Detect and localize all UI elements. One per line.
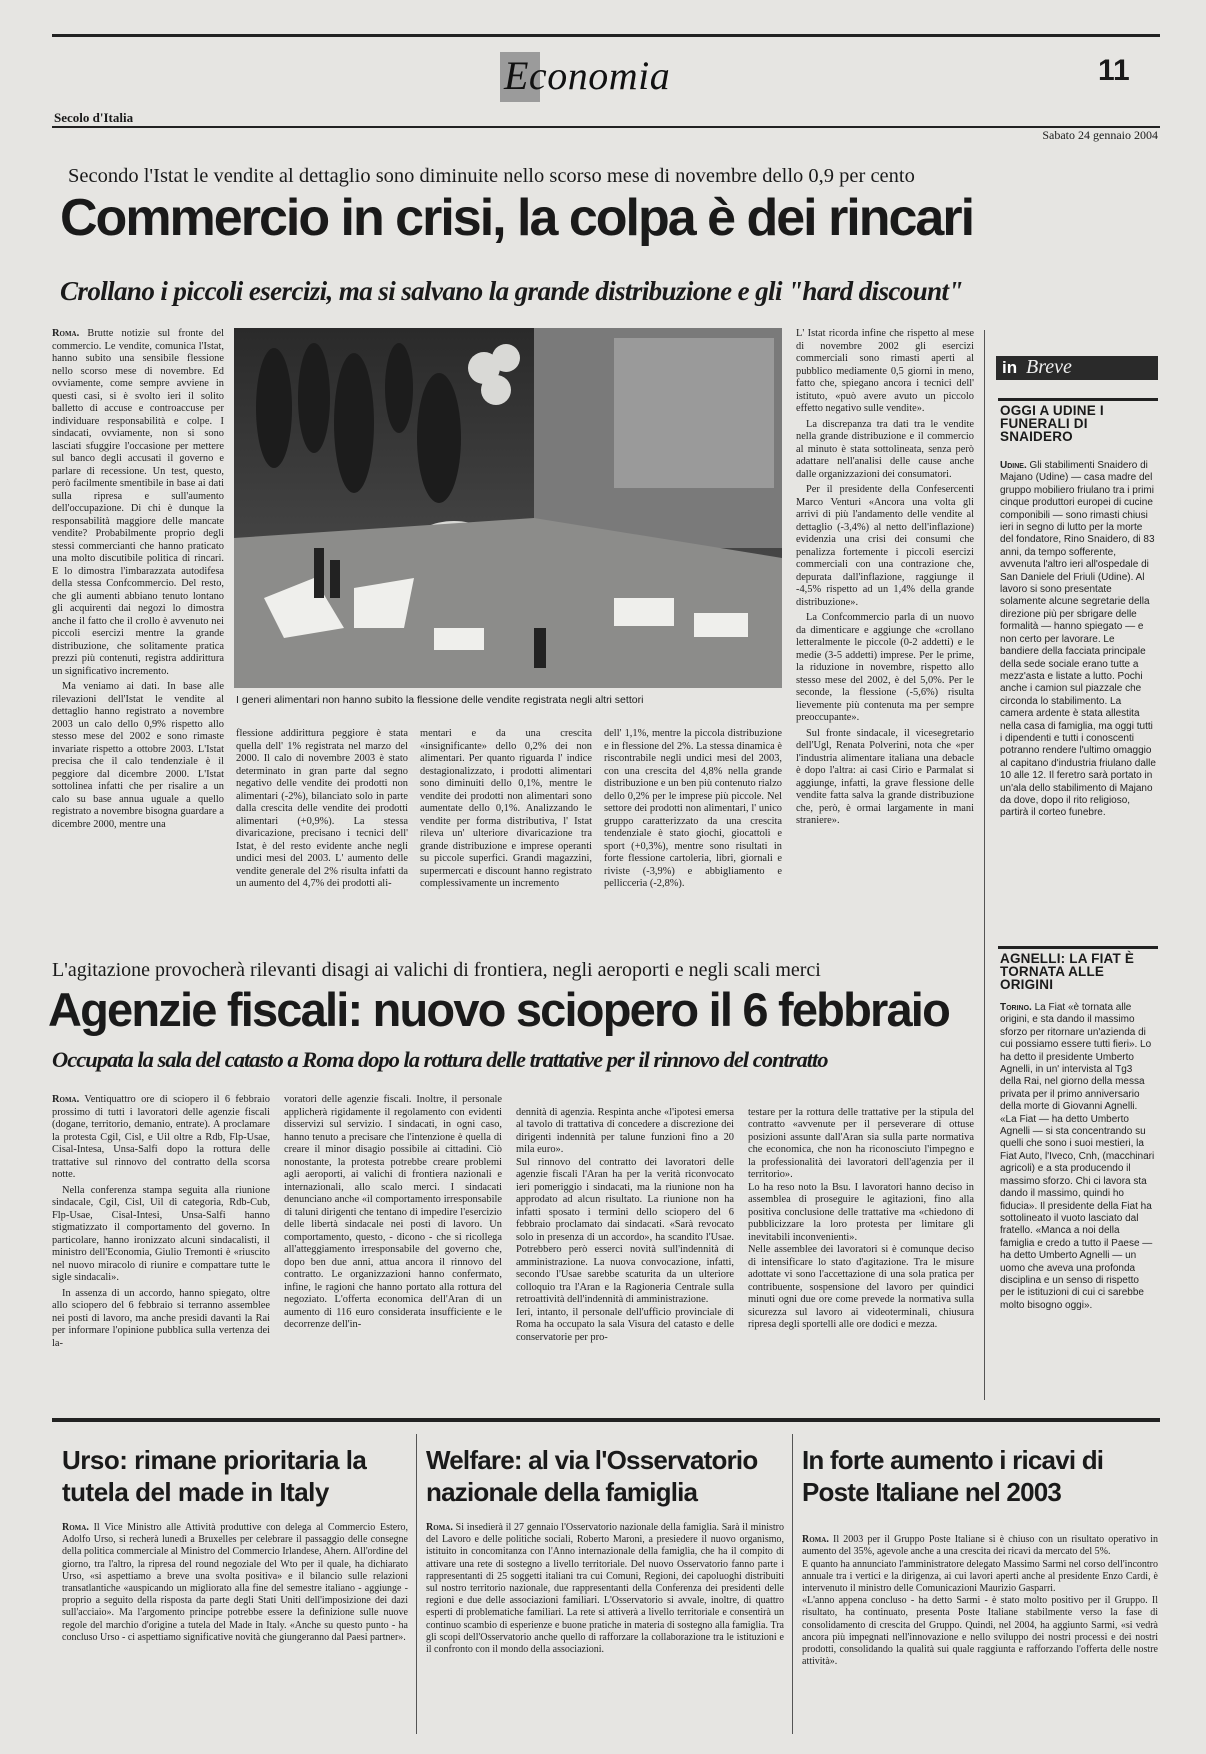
section-title: Economia — [504, 53, 671, 98]
bottom2-title: Welfare: al via l'Osservatorio nazionale della famiglia — [426, 1445, 758, 1507]
article1-column-5 — [796, 328, 974, 968]
bottom3-text: Il 2003 per il Gruppo Poste Italiane si è chiuso con un risultato operativo in aumento del 35%, agevole anche a una crescita dei ricavi da mercato del 5%. E quanto ha annunciato l'amministratore delegato Massimo Sarmi nel corso dell'incontro annuale tra i vertici e la dirigenza, ai cui lavori aperti anche al presidente Enzo Cardi, è intervenuto il ministro delle Comunicazioni Maurizio Gasparri. «L'anno appena concluso - ha detto Sarmi - è stato molto positivo per il Gruppo. Il risultato, ha continuato, presenta Poste Italiane stabilmente verso la fase di consolidamento di crescita del Gruppo. Quindi, nel 2004, ha aggiunto Sarmi, «si vedrà ancora più impegnati nell'innovazione e nello sviluppo dei nostri processi e dei nostri prodotti, consolidando la qualità sui quale raggiunta e rafforzando l'offerta delle nostre attività». — [802, 1534, 1158, 1668]
article1-column-1 — [52, 328, 224, 830]
article1-column-2 — [236, 728, 408, 968]
article1-photo — [234, 328, 782, 688]
bottom3-body — [802, 1522, 1158, 1736]
bottom-section-rule — [52, 1418, 1160, 1422]
masthead: Secolo d'Italia — [54, 110, 134, 125]
article1-col2-text: flessione addirittura peggiore è stata quella dell' 1% registrata nel marzo del 2000. Il calo di novembre 2003 è stato determinato in gran parte dal segno negativo delle vendite dei prodotti non alimentari (-2%), bilanciato solo in parte dalla crescita delle vendite dei prodotti alimentari (+0,9%). La stessa divaricazione, precisano i tecnici dell' Istat, è del resto evidente anche negli undici mesi del 2003. L' aumento delle vendite generale del 2% risulta infatti da un aumento del 4,7% dei prodotti ali- — [236, 728, 408, 889]
shop-window-photo-illustration — [234, 328, 782, 688]
bottom1-text: Il Vice Ministro alle Attività produttive con delega al Commercio Estero, Adolfo Urso, si recherà lunedì a Bruxelles per celebrare il passaggio delle consegne della politica commerciale al Ministro del Commercio Irlandese, Ahern. All'ordine del giorno, tra l'altro, la ripresa del round negoziale del Wto per il quale, ha dichiarato Urso, «si aspettiamo a breve una svolta positiva» e il bilancio sulle relazioni transatlantiche «auspicando un migliorato alla fine del semestre italiano - aggiunge - proprio a seguito della risposta da parte degli Stati Uniti dell'imposizione dei dazi sull'acciaio». Ma l'argomento principe potrebbe essere la definizione sulle nuove regole del marchio d'origine a tutela del Made in Italy. «Anche su questo punto - ha concluso Urso - ci aspettiamo significative novità che giungeranno dal Paesi partner». — [62, 1522, 409, 1643]
sidebar-item1-text: Gli stabilimenti Snaidero di Majano (Udine) — casa madre del gruppo mobiliero friulano tra i primi cinque produttori europei di cucine componibili — sono rimasti chiusi ieri in segno di lutto per la morte del fondatore, Rino Snaidero, di 83 anni, da tempo sofferente, avvenuta l'altro ieri all'ospedale di San Daniele del Friuli (Udine). Al lavoro si sono presentate solamente alcune segretarie della direzione più per sbrigare delle formalità — hanno spiegato — e non certo per lavorare. Le bandiere della facciata principale della sede sociale erano tutte a mezz'asta e listate a lutto. Pochi anche i camion sul piazzale che circonda lo stabilimento. La camera ardente è stata allestita nella casa di famiglia, ma oggi tutti i dipendenti e tutti i conoscenti potranno rendere l'ultimo omaggio al capitano d'industria friulano dalle 10 alle 12. Il feretro sarà portato in un'ala dello stabilimento di Majano da dove, dopo il rito religioso, partirà il corteo funebre. — [1000, 460, 1156, 819]
bottom1-title: Urso: rimane prioritaria la tutela del made in Italy — [62, 1445, 367, 1507]
article1-col4-text: dell' 1,1%, mentre la piccola distribuzione e in flessione del 2%. La stessa dinamica è riscontrabile negli undici mesi del 2003, con una crescita del 4,8% nella grande distribuzione e un ben più contenuto rialzo dello 0,2% per le imprese più piccole. Nel settore dei prodotti non alimentari, l' unico gruppo caratterizzato da una crescita tendenziale è stato giochi, giocattoli e sport (+0,3%), mentre sono risultati in forte flessione cartoleria, libri, giornali e riviste (-3,9%) e abbigliamento e pellicceria (-2,8%). — [604, 728, 782, 889]
article2-kicker: L'agitazione provocherà rilevanti disagi ai valichi di frontiera, negli aeroporti e negli scali merci — [52, 958, 982, 982]
article1-col5-p5: Sul fronte sindacale, il vicesegretario dell'Ugl, Renata Polverini, nota che «per l'industria alimentare italiana una debacle è dopo l'altra: ai casi Cirio e Parmalat si aggiunge, infatti, la grave flessione delle vendite fatta salva la grande distribuzione che, però, è ormai largamente in mani straniere». — [796, 727, 974, 826]
sidebar-item2-title: AGNELLI: LA FIAT È TORNATA ALLE ORIGINI — [1000, 951, 1135, 992]
sidebar-item2-body — [1000, 1002, 1156, 1396]
sidebar-item2-rule — [998, 946, 1158, 949]
article1-dateline: Roma. — [52, 328, 80, 339]
article2-headline: Agenzie fiscali: nuovo sciopero il 6 febbraio — [48, 983, 949, 1036]
bottom3-title: In forte aumento i ricavi di Poste Italiane nel 2003 — [802, 1445, 1104, 1507]
bottom-divider-1 — [416, 1434, 417, 1734]
bottom3-dateline: Roma. — [802, 1534, 829, 1546]
article2-col1-p2: Nella conferenza stampa seguita alla riunione sindacale, Cgil, Cisl, Uil di categoria, Rdb-Cub, Flp-Usae, Cisal-Intesi, Unsa-Salfi hanno stigmatizzato il comportamento del governo. In particolare, hanno ironizzato alcuni sindacalisti, il ministro dell'Economia, Giulio Tremonti è «riuscito nel nuovo miracolo di riunire e compattare tutte le sigle sindacali». — [52, 1184, 270, 1283]
bottom2-text: Si insedierà il 27 gennaio l'Osservatorio nazionale della famiglia. Sarà il ministro del Lavoro e delle politiche sociali, Roberto Maroni, a presiedere il nuovo organismo, istituito in concomitanza con l'Anno internazionale della famiglia, che ha il compito di attivare una rete di sostegno a livello territoriale. Del nuovo Osservatorio fanno parte i rappresentanti di 25 soggetti italiani tra cui Comuni, Regioni, dei capoluoghi distribuiti sul nostro territorio nazionale, due rappresentanti della Conferenza dei presidenti delle regioni e due delle associazioni familiari. L'Osservatorio si avvale, inoltre, di quattro esperti di problematiche familiari. La rete si attiverà a livello territoriale e consentirà un continuo scambio di esperienze e buone pratiche in materia di sostegno alla famiglia. Tra gli scopi dell'Osservatorio anche quello di rafforzare la collaborazione tra le istituzioni e il confronto con il mondo della associazioni. — [426, 1522, 784, 1656]
article2-col4-text: testare per la rottura delle trattative per la stipula del contratto «avvenute per il perseverare di ottuse posizioni assunte dall'Aran sia sulla parte normativa che economica, che non ha riconosciuto l'impegno e la professionalità dei lavoratori dell'agenzia per il territorio». Lo ha reso noto la Bsu. I lavoratori hanno deciso in assemblea di proseguire le agitazioni, fino alla positiva conclusione delle trattative ma «chiedono di pubblicizzare la loro protesta per limitare gli inevitabili inconvenienti». Nelle assemblee dei lavoratori si è comunque deciso di intensificare lo stato d'agitazione. Tra le misure adottate vi sono l'accettazione di una sola pratica per contribuente, sospensione del lavoro per quindici minuti ogni due ore come prevede la normativa sulla sicurezza sul lavoro ai videoterminali, chiusura ripresa degli sportelli alle ore dodici e mezza. — [748, 1106, 974, 1330]
article1-col1-p1: Brutte notizie sul fronte del commercio. Le vendite, comunica l'Istat, hanno subito una sensibile flessione nello scorso mese di novembre. Ed ovviamente, come sempre avviene in questi casi, si è svolto ieri il solito balletto di accuse e controaccuse per individuare responsabilità e colpe. I sindacati, ovviamente, non si sono lasciati sfuggire l'occasione per mettere sul banco degli accusati il governo e parlare di recessione. Un test, questo, però facilmente smentibile in base ai dati sulla ripresa e sull'aumento dell'occupazione. Di chi è dunque la responsabilità maggiore delle mancate vendite? Probabilmente proprio degli stessi commercianti che hanno praticato una molto discutibile politica di rincari. E lo dimostra l'imbarazzata autodifesa della stessa Confcommercio. Del resto, che gli aumenti abbiano tenuto lontano gli acquirenti dai negozi lo dimostra anche il fatto che il crollo è avvenuto nei piccoli esercizi mentre la grande distribuzione, che solitamente pratica prezzi più contenuti, registra addirittura un significativo incremento. — [52, 328, 224, 677]
bottom-divider-2 — [792, 1434, 793, 1734]
article2-column-4 — [748, 1094, 974, 1406]
sidebar-item2-dateline: Torino. — [1000, 1002, 1032, 1013]
article1-column-3 — [420, 728, 592, 968]
article1-col5-p4: La Confcommercio parla di un nuovo da dimenticare e aggiunge che «crollano letteralmente le piccole (0-2 addetti) e le medie (3-5 addetti) imprese. Per le prime, la riduzione in novembre, rispetto allo stesso mese del 2002, è del 5,0%. Per le seconde, la flessione (-5,6%) risulta lievemente più contenuta ma per sempre preoccupante». — [796, 612, 974, 723]
article1-col5-p2: La discrepanza tra dati tra le vendite nella grande distribuzione e il commercio al minuto è stata sottolineata, senza però adattare nell'analisi delle cause anche dalle organizzazioni dei consumatori. — [796, 418, 974, 480]
top-rule — [52, 34, 1160, 37]
article2-col1-p1: Ventiquattro ore di sciopero il 6 febbraio prossimo di tutti i lavoratori delle agenzie fiscali (dogane, territorio, demanio, entrate). A proclamare la protesta Cgil, Cisl, e Uil oltre a Rdb, Flp-Usae, Cisal-Intesa, Unsa-Salfi dopo la rottura delle trattative sul rinnovo del contratto della scorsa notte. — [52, 1094, 270, 1180]
article1-col3-text: mentari e da una crescita «insignificante» dello 0,2% dei non alimentari. Per quanto riguarda l' indice destagionalizzato, i prodotti alimentari sono diminuiti dello 0,1%, mentre le vendite dei prodotti non alimentari sono aumentate dello 0,1%. Analizzando le vendite per forma distributiva, l' Istat rileva un' ulteriore divaricazione tra grande distribuzione e imprese operanti su piccole superfici. Grandi magazzini, supermercati e discount hanno registrato complessivamente un incremento — [420, 728, 592, 889]
article2-column-2 — [284, 1094, 502, 1406]
sidebar-label-main: Breve — [1026, 356, 1072, 378]
article1-column-4 — [604, 728, 782, 968]
sidebar-item1-rule — [998, 398, 1158, 401]
article2-subhead: Occupata la sala del catasto a Roma dopo la rottura delle trattative per il rinnovo del contratto — [52, 1047, 828, 1072]
article2-col1-p3: In assenza di un accordo, hanno spiegato, oltre allo sciopero del 6 febbraio si terranno assemblee nei posti di lavoro, ma anche presidi davanti la Rai per informare l'opinione pubblica sulla vertenza dei la- — [52, 1287, 270, 1349]
sidebar-label — [996, 356, 1158, 380]
bottom2-dateline: Roma. — [426, 1522, 453, 1533]
sidebar-label-prefix: in — [1002, 358, 1018, 377]
article2-column-1 — [52, 1094, 270, 1406]
bottom2-body — [426, 1522, 784, 1736]
sidebar-divider — [984, 330, 985, 1400]
bottom1-dateline: Roma. — [62, 1522, 89, 1533]
page-number: 11 — [1098, 54, 1130, 87]
article2-column-3 — [516, 1094, 734, 1406]
bottom1-body — [62, 1522, 408, 1736]
article1-headline: Commercio in crisi, la colpa è dei rincari — [60, 189, 974, 247]
article1-col5-p1: L' Istat ricorda infine che rispetto al mese di novembre 2002 gli esercizi commerciali sono rimasti aperti al pubblico mediamente 0,5 giorni in meno, fatto che, spiegano ancora i tecnici dell' istituto, «può avere avuto un piccolo effetto negativo sulle vendite». — [796, 328, 974, 414]
article1-kicker: Secondo l'Istat le vendite al dettaglio sono diminuite nello scorso mese di novembre dello 0,9 per cento — [68, 165, 915, 187]
article1-col1-p2: Ma veniamo ai dati. In base alle rilevazioni dell'Istat le vendite al dettaglio hanno registrato a novembre 2003 un calo dello 0,9% rispetto allo stesso mese del 2002 e sono rimaste invariate rispetto a ottobre 2003. L'Istat precisa che il calo tendenziale è il peggiore dal dicembre 2000. L'Istat sottolinea infatti che per risalire a un calo su base annua uguale a quello registrato a novembre bisogna guardare a dicembre 2000, mentre una — [52, 681, 224, 830]
sidebar-item1-dateline: Udine. — [1000, 460, 1027, 471]
article2-col2-text: voratori delle agenzie fiscali. Inoltre, il personale applicherà rigidamente il regolamento con evidenti disservizi sul servizio. I sindacati, in ogni caso, hanno tenuto a precisare che l'intenzione è quella di creare il minor disagio possibile ai cittadini. Ciò nonostante, la protesta potrebbe creare problemi agli aeroporti, ai valichi di frontiera nazionali e internazionali, allo scalo merci. I sindacati denunciano anche «il comportamento irresponsabile di taluni dirigenti che tentano di impedire l'esercizio delle libertà sindacale nei posti di lavoro. Un comportamento, questo, - dicono - che si ricollega all'atteggiamento irresponsabile del governo che, dopo ben due anni, attua ancora il rinnovo del contratto. Le organizzazioni hanno confermato, infine, le ragioni che hanno portato alla rottura del negoziato. L'offerta economica dell'Aran di un aumento di 116 euro considerata insufficiente e le decorrenze dell'in- — [284, 1094, 502, 1330]
article1-subhead: Crollano i piccoli esercizi, ma si salvano la grande distribuzione e gli "hard discount" — [60, 276, 963, 306]
article1-col5-p3: Per il presidente della Confesercenti Marco Venturi «Ancora una volta gli arrivi di più l'andamento delle vendite al dettaglio (-3,4%) al netto dell'inflazione) evidenzia una crisi dei consumi che penalizza fortemente i piccoli esercizi commerciali con una contrazione che, depurata dall'inflazione, raggiunge il -4,5% rispetto ad un 1,4% della grande distribuzione». — [796, 484, 974, 608]
sidebar-item1-body — [1000, 460, 1156, 960]
issue-date: Sabato 24 gennaio 2004 — [1042, 128, 1158, 142]
article1-photo-caption: I generi alimentari non hanno subito la flessione delle vendite registrata negli altri settori — [236, 694, 644, 706]
article2-col3-text: dennità di agenzia. Respinta anche «l'ipotesi emersa al tavolo di trattativa di concedere a discrezione dei dirigenti indennità per talune funzioni fino a 20 mila euro». Sul rinnovo del contratto dei lavoratori delle agenzie fiscali l'Aran ha per la verità riconvocato ieri pomeriggio i sindacati, ma la riunione non ha approdato ad alcun risultato. La riunione non ha infatti sposato i termini dello sciopero del 6 febbraio proclamato dai sindacati. «Sarà revocato solo in presenza di un accordo», ha scandito l'Usae. Potrebbero però esserci novità sull'indennità di amministrazione. La nuova convocazione, infatti, secondo l'Usae sarebbe scaturita da un ulteriore colloquio tra l'Aran e la Ragioneria Centrale sulla retroattività dell'indennità di amministrazione. Ieri, intanto, il personale dell'ufficio provinciale di Roma ha occupato la sala Visura del catasto e delle conservatorie per pro- — [516, 1106, 734, 1343]
sidebar-item2-text: La Fiat «è tornata alle origini, e sta dando il massimo sforzo per ritornare un'azienda di cui possiamo essere tutti fieri». Lo ha detto il presidente Umberto Agnelli, in un' intervista al Tg3 della Rai, nel giorno della messa privata per il primo anniversario della morte di Giovanni Agnelli. «La Fiat — ha detto Umberto Agnelli — si sta concentrando su quelli che sono i suoi mestieri, la Fiat Auto, l'Iveco, Cnh, (macchinari agricoli) e a sta producendo il massimo sforzo. Chi ci lavora sta dando il massimo, quindi ho fiducia». Il presidente della Fiat ha sottolineato il vuoto lasciato dal fratello. «Manca a noi della famiglia e credo a tutto il Paese — ha detto Umberto Agnelli — un uomo che aveva una profonda disciplina e un senso di rispetto per le istituzioni di cui ci sarebbe molto bisogno oggi». — [1000, 1002, 1155, 1311]
article2-dateline: Roma. — [52, 1094, 80, 1105]
sidebar-item1-title: OGGI A UDINE I FUNERALI DI SNAIDERO — [1000, 403, 1104, 444]
section-logo — [500, 44, 760, 108]
